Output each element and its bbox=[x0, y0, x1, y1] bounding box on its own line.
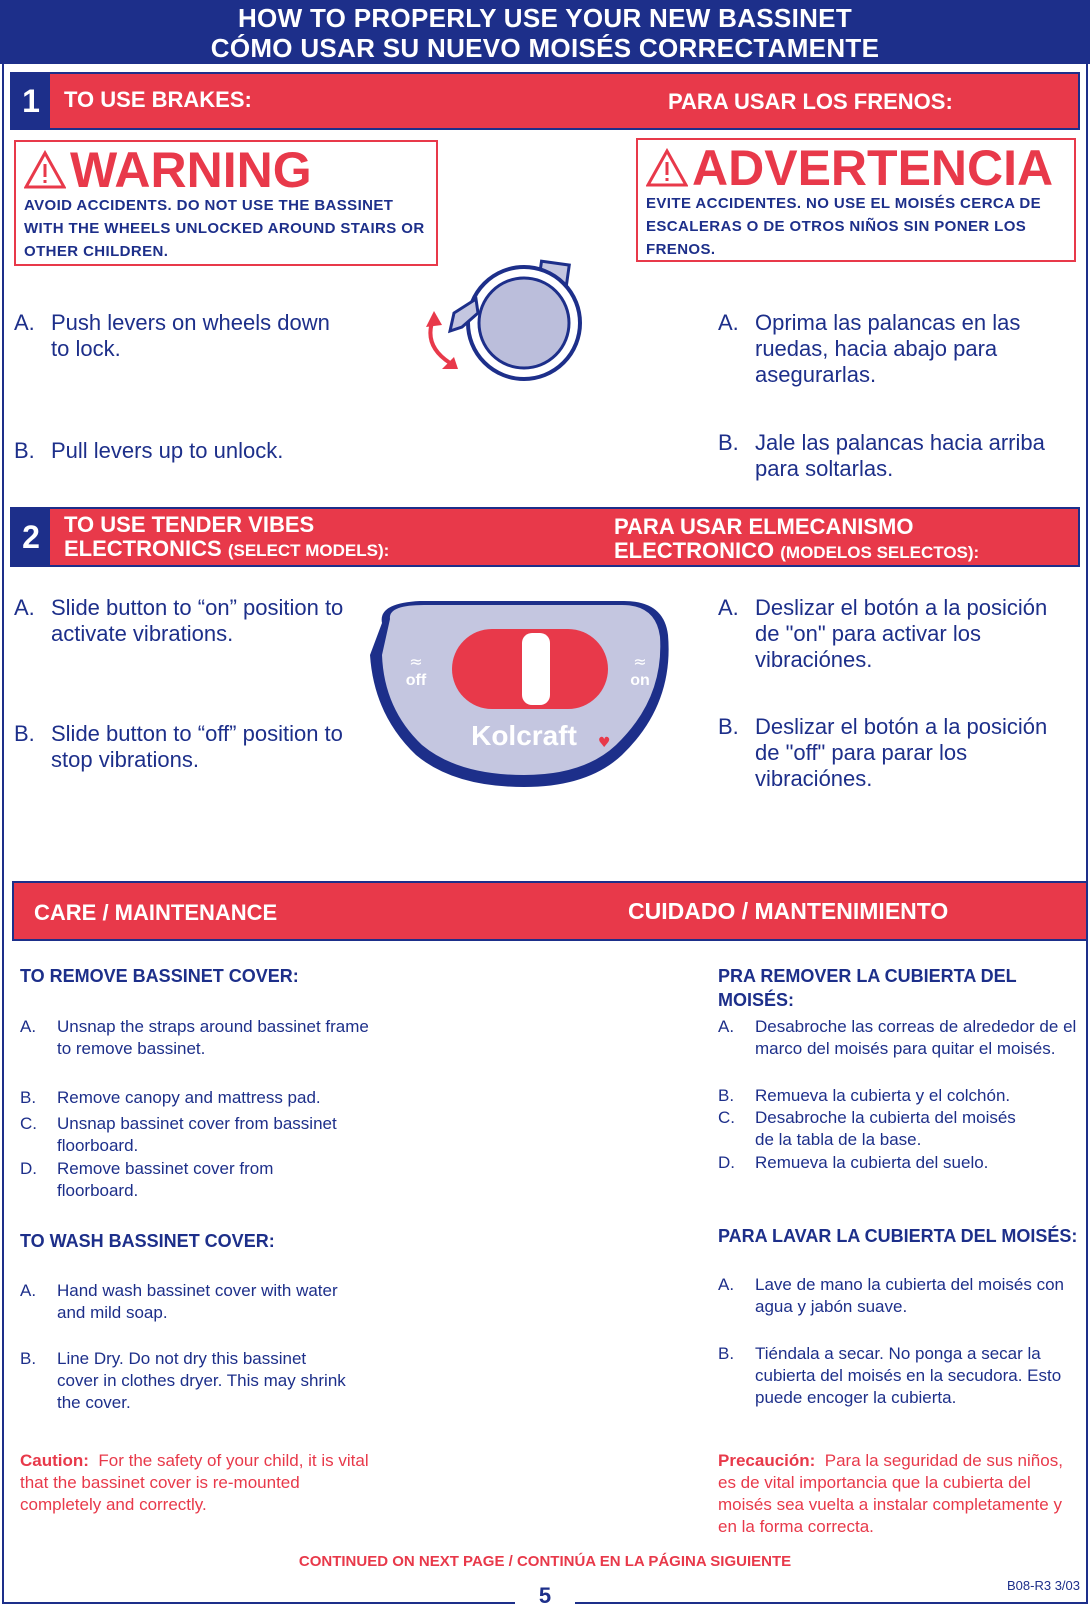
section-1-bar bbox=[10, 72, 1080, 130]
switch-off-label: off bbox=[405, 672, 427, 689]
section-2-bar bbox=[10, 507, 1080, 567]
wash-cover-heading-en: TO WASH BASSINET COVER: bbox=[20, 1231, 275, 1251]
warning-box-es bbox=[636, 138, 1076, 262]
remove-step-a-en: A. Unsnap the straps around bassinet frame to remove bassinet. bbox=[20, 1017, 369, 1058]
remove-cover-heading-en: TO REMOVE BASSINET COVER: bbox=[20, 966, 299, 986]
warning-box-en bbox=[14, 140, 438, 266]
wash-step-b-es: B. Tiéndala a secar. No ponga a secar la cubierta del moisés en la secudora. Esto puede encoger la cubierta. bbox=[718, 1344, 1062, 1407]
warning-triangle-icon bbox=[24, 150, 66, 190]
header-title-es: CÓMO USAR SU NUEVO MOISÉS CORRECTAMENTE bbox=[210, 33, 880, 63]
page-number: 5 bbox=[515, 1583, 575, 1609]
remove-step-d-en: D. Remove bassinet cover from floorboard. bbox=[20, 1159, 274, 1200]
wash-step-b-en: B. Line Dry. Do not dry this bassinet cover in clothes dryer. This may shrink the cover. bbox=[20, 1349, 346, 1412]
advertencia-text: EVITE ACCIDENTES. NO USE EL MOISÉS CERCA DE ESCALERAS O DE OTROS NIÑOS SIN PONER LOS FRENOS. bbox=[646, 195, 1042, 258]
brake-step-a-en: A. Push levers on wheels down to lock. bbox=[14, 310, 330, 361]
advertencia-title: ADVERTENCIA bbox=[692, 140, 1054, 196]
section-2-title-es: PARA USAR ELMECANISMO ELECTRONICO (MODELOS SELECTOS): bbox=[614, 514, 980, 563]
care-title-es: CUIDADO / MANTENIMIENTO bbox=[628, 898, 949, 924]
brake-step-b-en: B. Pull levers up to unlock. bbox=[14, 438, 284, 463]
wash-step-a-es: A. Lave de mano la cubierta del moisés con agua y jabón suave. bbox=[718, 1275, 1065, 1316]
wheel-brake-illustration bbox=[420, 255, 600, 395]
brake-step-a-es: A. Oprima las palancas en las ruedas, hacia abajo para asegurarlas. bbox=[718, 310, 1021, 387]
wash-cover-heading-es: PARA LAVAR LA CUBIERTA DEL MOISÉS: bbox=[718, 1226, 1078, 1246]
remove-step-c-es: C. Desabroche la cubierta del moisés de la tabla de la base. bbox=[718, 1108, 1016, 1149]
caution-note-en: Caution: For the safety of your child, it is vital that the bassinet cover is re-mounted completely and correctly. bbox=[20, 1451, 369, 1514]
remove-step-b-en: B. Remove canopy and mattress pad. bbox=[20, 1088, 321, 1107]
brake-step-b-es: B. Jale las palancas hacia arriba para soltarlas. bbox=[718, 430, 1045, 481]
vibe-wave-icon: ≈ bbox=[409, 652, 423, 671]
vibe-wave-icon: ≈ bbox=[633, 652, 647, 671]
kolcraft-logo: Kolcraft bbox=[471, 720, 577, 751]
warning-title: WARNING bbox=[70, 142, 312, 198]
remove-cover-heading-es: PRA REMOVER LA CUBIERTA DEL MOISÉS: bbox=[718, 966, 1017, 1010]
section-1-number: 1 bbox=[12, 74, 50, 128]
document-code: B08-R3 3/03 bbox=[1007, 1578, 1080, 1593]
switch-on-label: on bbox=[630, 672, 650, 689]
warning-triangle-icon bbox=[646, 148, 688, 188]
section-2-number: 2 bbox=[12, 509, 50, 565]
section-2-title-en: TO USE TENDER VIBES ELECTRONICS (SELECT MODELS): bbox=[64, 512, 390, 561]
header-title-en: HOW TO PROPERLY USE YOUR NEW BASSINET bbox=[237, 3, 852, 33]
section-1-title-en: TO USE BRAKES: bbox=[64, 87, 252, 112]
caution-note-es: Precaución: Para la seguridad de sus niños, es de vital importancia que la cubierta del moisés sea vuelta a instalar completamente y en la forma correcta. bbox=[718, 1451, 1063, 1536]
continued-notice: CONTINUED ON NEXT PAGE / CONTINÚA EN LA PÁGINA SIGUIENTE bbox=[298, 1553, 792, 1570]
remove-step-b-es: B. Remueva la cubierta y el colchón. bbox=[718, 1086, 1011, 1105]
page-header bbox=[0, 0, 1090, 64]
vibe-step-b-en: B. Slide button to “off” position to stop vibrations. bbox=[14, 721, 343, 772]
vibe-step-b-es: B. Deslizar el botón a la posición de "off" para parar los vibraciónes. bbox=[718, 714, 1048, 791]
warning-text: AVOID ACCIDENTS. DO NOT USE THE BASSINET WITH THE WHEELS UNLOCKED AROUND STAIRS OR OTHER CHILDREN. bbox=[24, 197, 425, 260]
remove-step-c-en: C. Unsnap bassinet cover from bassinet floorboard. bbox=[20, 1114, 337, 1155]
care-title-en: CARE / MAINTENANCE bbox=[34, 900, 278, 925]
vibe-step-a-en: A. Slide button to “on” position to activate vibrations. bbox=[14, 595, 344, 646]
section-1-title-es: PARA USAR LOS FRENOS: bbox=[668, 89, 953, 114]
care-bar bbox=[12, 881, 1088, 941]
wash-step-a-en: A. Hand wash bassinet cover with water and mild soap. bbox=[20, 1281, 338, 1322]
remove-step-a-es: A. Desabroche las correas de alrededor de el marco del moisés para quitar el moisés. bbox=[718, 1017, 1077, 1058]
remove-step-d-es: D. Remueva la cubierta del suelo. bbox=[718, 1153, 989, 1172]
vibration-switch-illustration bbox=[360, 595, 684, 795]
heart-icon: ♥ bbox=[598, 735, 611, 751]
vibe-step-a-es: A. Deslizar el botón a la posición de "on" para activar los vibraciónes. bbox=[718, 595, 1048, 672]
